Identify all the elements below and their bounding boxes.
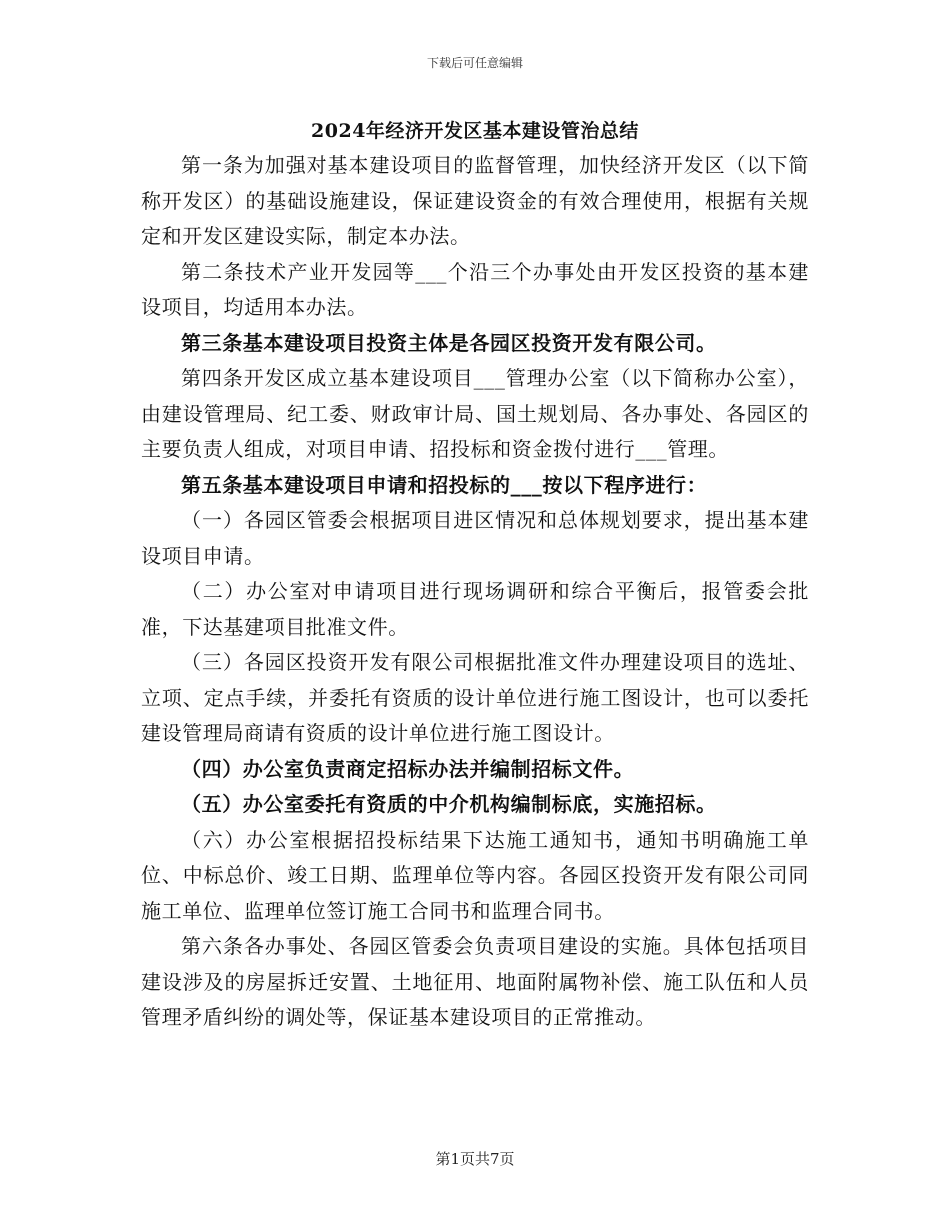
paragraph-article-1: 第一条为加强对基本建设项目的监督管理，加快经济开发区（以下简称开发区）的基础设施建设，保证建设资金的有效合理使用，根据有关规定和开发区建设实际，制定本办法。 bbox=[141, 153, 809, 248]
paragraph-article-3: 第三条基本建设项目投资主体是各园区投资开发有限公司。 bbox=[181, 330, 717, 355]
paragraph-item-6: （六）办公室根据招投标结果下达施工通知书，通知书明确施工单位、中标总价、竣工日期、监理单位等内容。各园区投资开发有限公司同施工单位、监理单位签订施工合同书和监理合同书。 bbox=[141, 827, 809, 923]
paragraph-item-3: （三）各园区投资开发有限公司根据批准文件办理建设项目的选址、立项、定点手续，并委托有资质的设计单位进行施工图设计，也可以委托建设管理局商请有资质的设计单位进行施工图设计。 bbox=[141, 650, 809, 745]
paragraph-article-5: 第五条基本建设项目申请和招投标的___按以下程序进行： bbox=[181, 472, 708, 497]
document-body bbox=[141, 148, 809, 1036]
paragraph-item-2: （二）办公室对申请项目进行现场调研和综合平衡后，报管委会批准，下达基建项目批准文件。 bbox=[141, 579, 809, 639]
paragraph-article-4: 第四条开发区成立基本建设项目___管理办公室（以下简称办公室），由建设管理局、纪工委、财政审计局、国土规划局、各办事处、各园区的主要负责人组成，对项目申请、招投标和资金拨付进行___管理。 bbox=[141, 366, 809, 461]
page-number: 第1页共7页 bbox=[435, 1150, 515, 1168]
paragraph-article-6: 第六条各办事处、各园区管委会负责项目建设的实施。具体包括项目建设涉及的房屋拆迁安置、土地征用、地面附属物补偿、施工队伍和人员管理矛盾纠纷的调处等，保证基本建设项目的正常推动。 bbox=[141, 934, 809, 1029]
document-title: 2024年经济开发区基本建设管治总结 bbox=[311, 120, 639, 142]
paragraph-item-4: （四）办公室负责商定招标办法并编制招标文件。 bbox=[181, 756, 635, 781]
header-note: 下载后可任意编辑 bbox=[426, 56, 523, 70]
paragraph-item-1: （一）各园区管委会根据项目进区情况和总体规划要求，提出基本建设项目申请。 bbox=[141, 508, 809, 568]
paragraph-article-2: 第二条技术产业开发园等___个沿三个办事处由开发区投资的基本建设项目，均适用本办法。 bbox=[141, 259, 809, 319]
paragraph-item-5: （五）办公室委托有资质的中介机构编制标底，实施招标。 bbox=[181, 792, 717, 816]
